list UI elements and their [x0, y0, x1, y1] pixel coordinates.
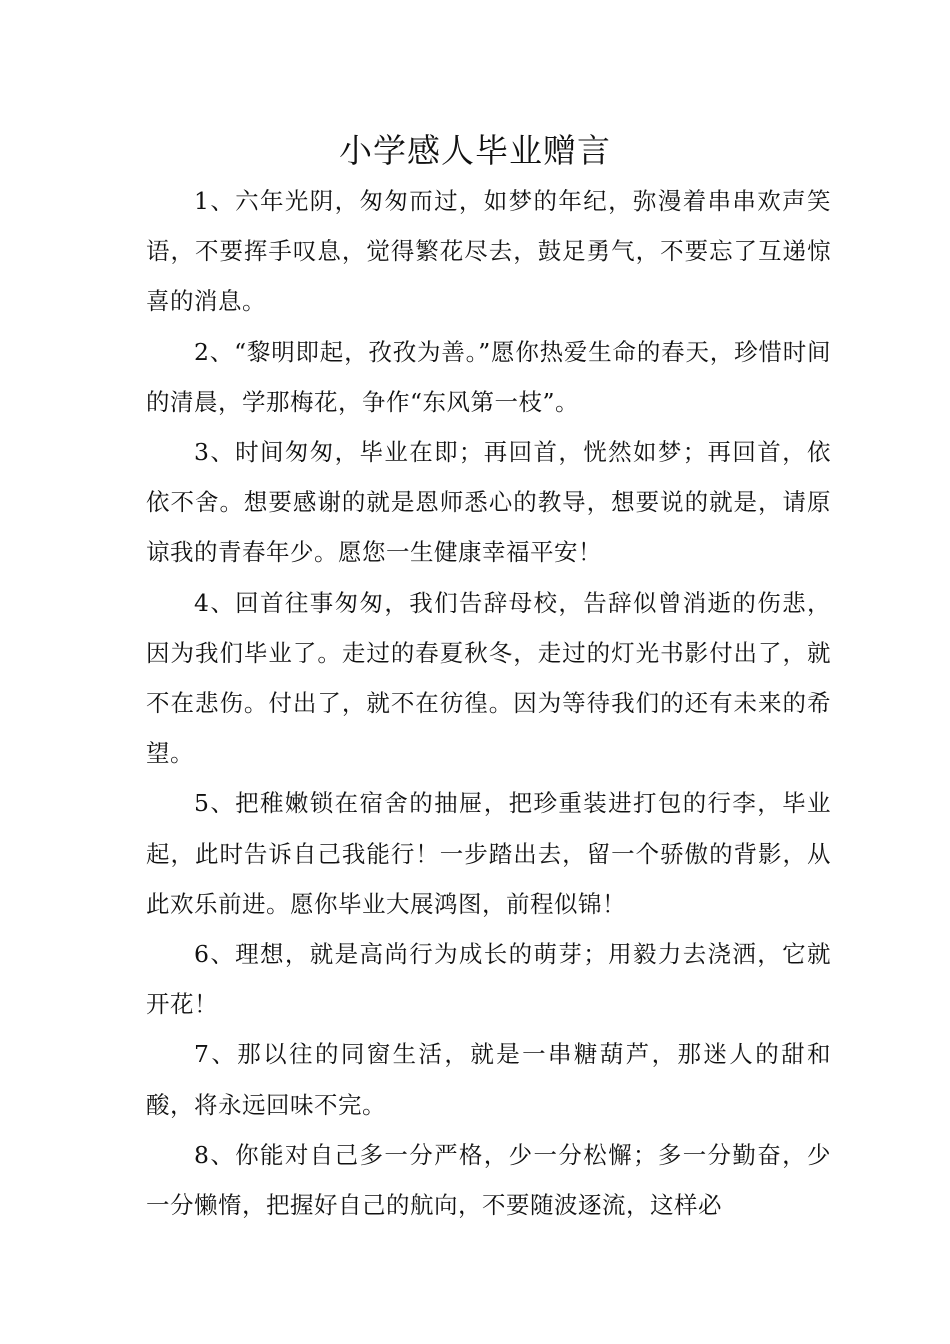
paragraph-6: 6、理想，就是高尚行为成长的萌芽；用毅力去浇洒，它就开花！ [146, 940, 831, 1019]
paragraph-2: 2、“黎明即起，孜孜为善。”愿你热爱生命的春天，珍惜时间的清晨，学那梅花，争作“东风第一枝”。 [146, 337, 831, 416]
paragraph-5: 5、把稚嫩锁在宿舍的抽屉，把珍重装进打包的行李，毕业起，此时告诉自己我能行！一步踏出去，留一个骄傲的背影，从此欢乐前进。愿你毕业大展鸿图，前程似锦！ [146, 789, 831, 918]
document-body [146, 176, 831, 1230]
paragraph-7: 7、那以往的同窗生活，就是一串糖葫芦，那迷人的甜和酸，将永远回味不完。 [146, 1040, 831, 1119]
paragraph-4: 4、回首往事匆匆，我们告辞母校，告辞似曾消逝的伤悲，因为我们毕业了。走过的春夏秋冬，走过的灯光书影付出了，就不在悲伤。付出了，就不在彷徨。因为等待我们的还有未来的希望。 [146, 588, 831, 768]
paragraph-8: 8、你能对自己多一分严格，少一分松懈；多一分勤奋，少一分懒惰，把握好自己的航向，不要随波逐流，这样必 [146, 1140, 831, 1220]
paragraph-1: 1、六年光阴，匆匆而过，如梦的年纪，弥漫着串串欢声笑语，不要挥手叹息，觉得繁花尽去，鼓足勇气，不要忘了互递惊喜的消息。 [146, 187, 831, 316]
paragraph-3: 3、时间匆匆，毕业在即；再回首，恍然如梦；再回首，依依不舍。想要感谢的就是恩师悉心的教导，想要说的就是，请原谅我的青春年少。愿您一生健康幸福平安！ [146, 438, 831, 567]
document-title: 小学感人毕业赠言 [339, 131, 611, 170]
